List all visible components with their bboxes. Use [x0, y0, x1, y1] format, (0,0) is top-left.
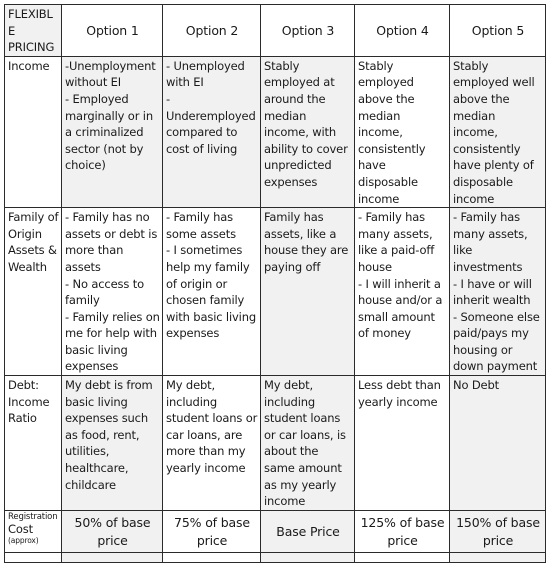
family-row: [5, 208, 546, 376]
cost-option-4: 125% of base price: [355, 510, 450, 552]
debt-row: [5, 376, 546, 511]
option-1-header: Option 1: [62, 5, 163, 57]
income-option-2: - Unemployed with EI -Underemployed compared to cost of living: [163, 56, 261, 207]
cost-label-main: Cost: [8, 521, 33, 536]
option-2-header: Option 2: [163, 5, 261, 57]
cost-label-sub: (approx): [8, 535, 39, 545]
debt-option-4: Less debt than yearly income: [355, 376, 450, 511]
income-option-4: Stably employed above the median income, consistently have disposable income: [355, 56, 450, 207]
family-row-label: Family of Origin Assets & Wealth: [5, 208, 62, 376]
tail-cell: [261, 552, 355, 562]
option-5-header: Option 5: [450, 5, 546, 57]
cost-option-5: 150% of base price: [450, 510, 546, 552]
income-row-label: Income: [5, 56, 62, 207]
tail-cell: [163, 552, 261, 562]
corner-label: FLEXIBLE PRICING: [5, 5, 62, 57]
option-4-header: Option 4: [355, 5, 450, 57]
cost-label-top: Registration: [8, 511, 58, 522]
debt-option-3: My debt, including student loans or car loans, is about the same amount as my yearly income: [261, 376, 355, 511]
cost-option-3: Base Price: [261, 510, 355, 552]
income-option-1: -Unemployment without EI - Employed marginally or in a criminalized sector (not by choice): [62, 56, 163, 207]
tail-cell: [62, 552, 163, 562]
income-option-3: Stably employed at around the median income, with ability to cover unpredicted expenses: [261, 56, 355, 207]
cost-row: [5, 510, 546, 552]
income-row: [5, 56, 546, 207]
tail-cell: [5, 552, 62, 562]
cost-option-2: 75% of base price: [163, 510, 261, 552]
debt-option-1: My debt is from basic living expenses such as food, rent, utilities, healthcare, childcare: [62, 376, 163, 511]
continuation-row: [5, 552, 546, 562]
tail-cell: [355, 552, 450, 562]
header-row: [5, 5, 546, 57]
cost-option-1: 50% of base price: [62, 510, 163, 552]
flexible-pricing-table: [4, 4, 546, 563]
debt-row-label: Debt: Income Ratio: [5, 376, 62, 511]
option-3-header: Option 3: [261, 5, 355, 57]
income-option-5: Stably employed well above the median income, consistently have plenty of disposable income: [450, 56, 546, 207]
debt-option-2: My debt, including student loans or car loans, are more than my yearly income: [163, 376, 261, 511]
family-option-5: - Family has many assets, like investments - I have or will inherit wealth - Someone else paid/pays my housing or down payment: [450, 208, 546, 376]
family-option-3: Family has assets, like a house they are paying off: [261, 208, 355, 376]
debt-option-5: No Debt: [450, 376, 546, 511]
family-option-4: - Family has many assets, like a paid-off house - I will inherit a house and/or a small amount of money: [355, 208, 450, 376]
tail-cell: [450, 552, 546, 562]
family-option-1: - Family has no assets or debt is more than assets - No access to family - Family relies on me for help with basic living expenses: [62, 208, 163, 376]
pricing-table-container: [4, 4, 546, 563]
cost-row-label: [5, 510, 62, 552]
family-option-2: - Family has some assets - I sometimes help my family of origin or chosen family with basic living expenses: [163, 208, 261, 376]
